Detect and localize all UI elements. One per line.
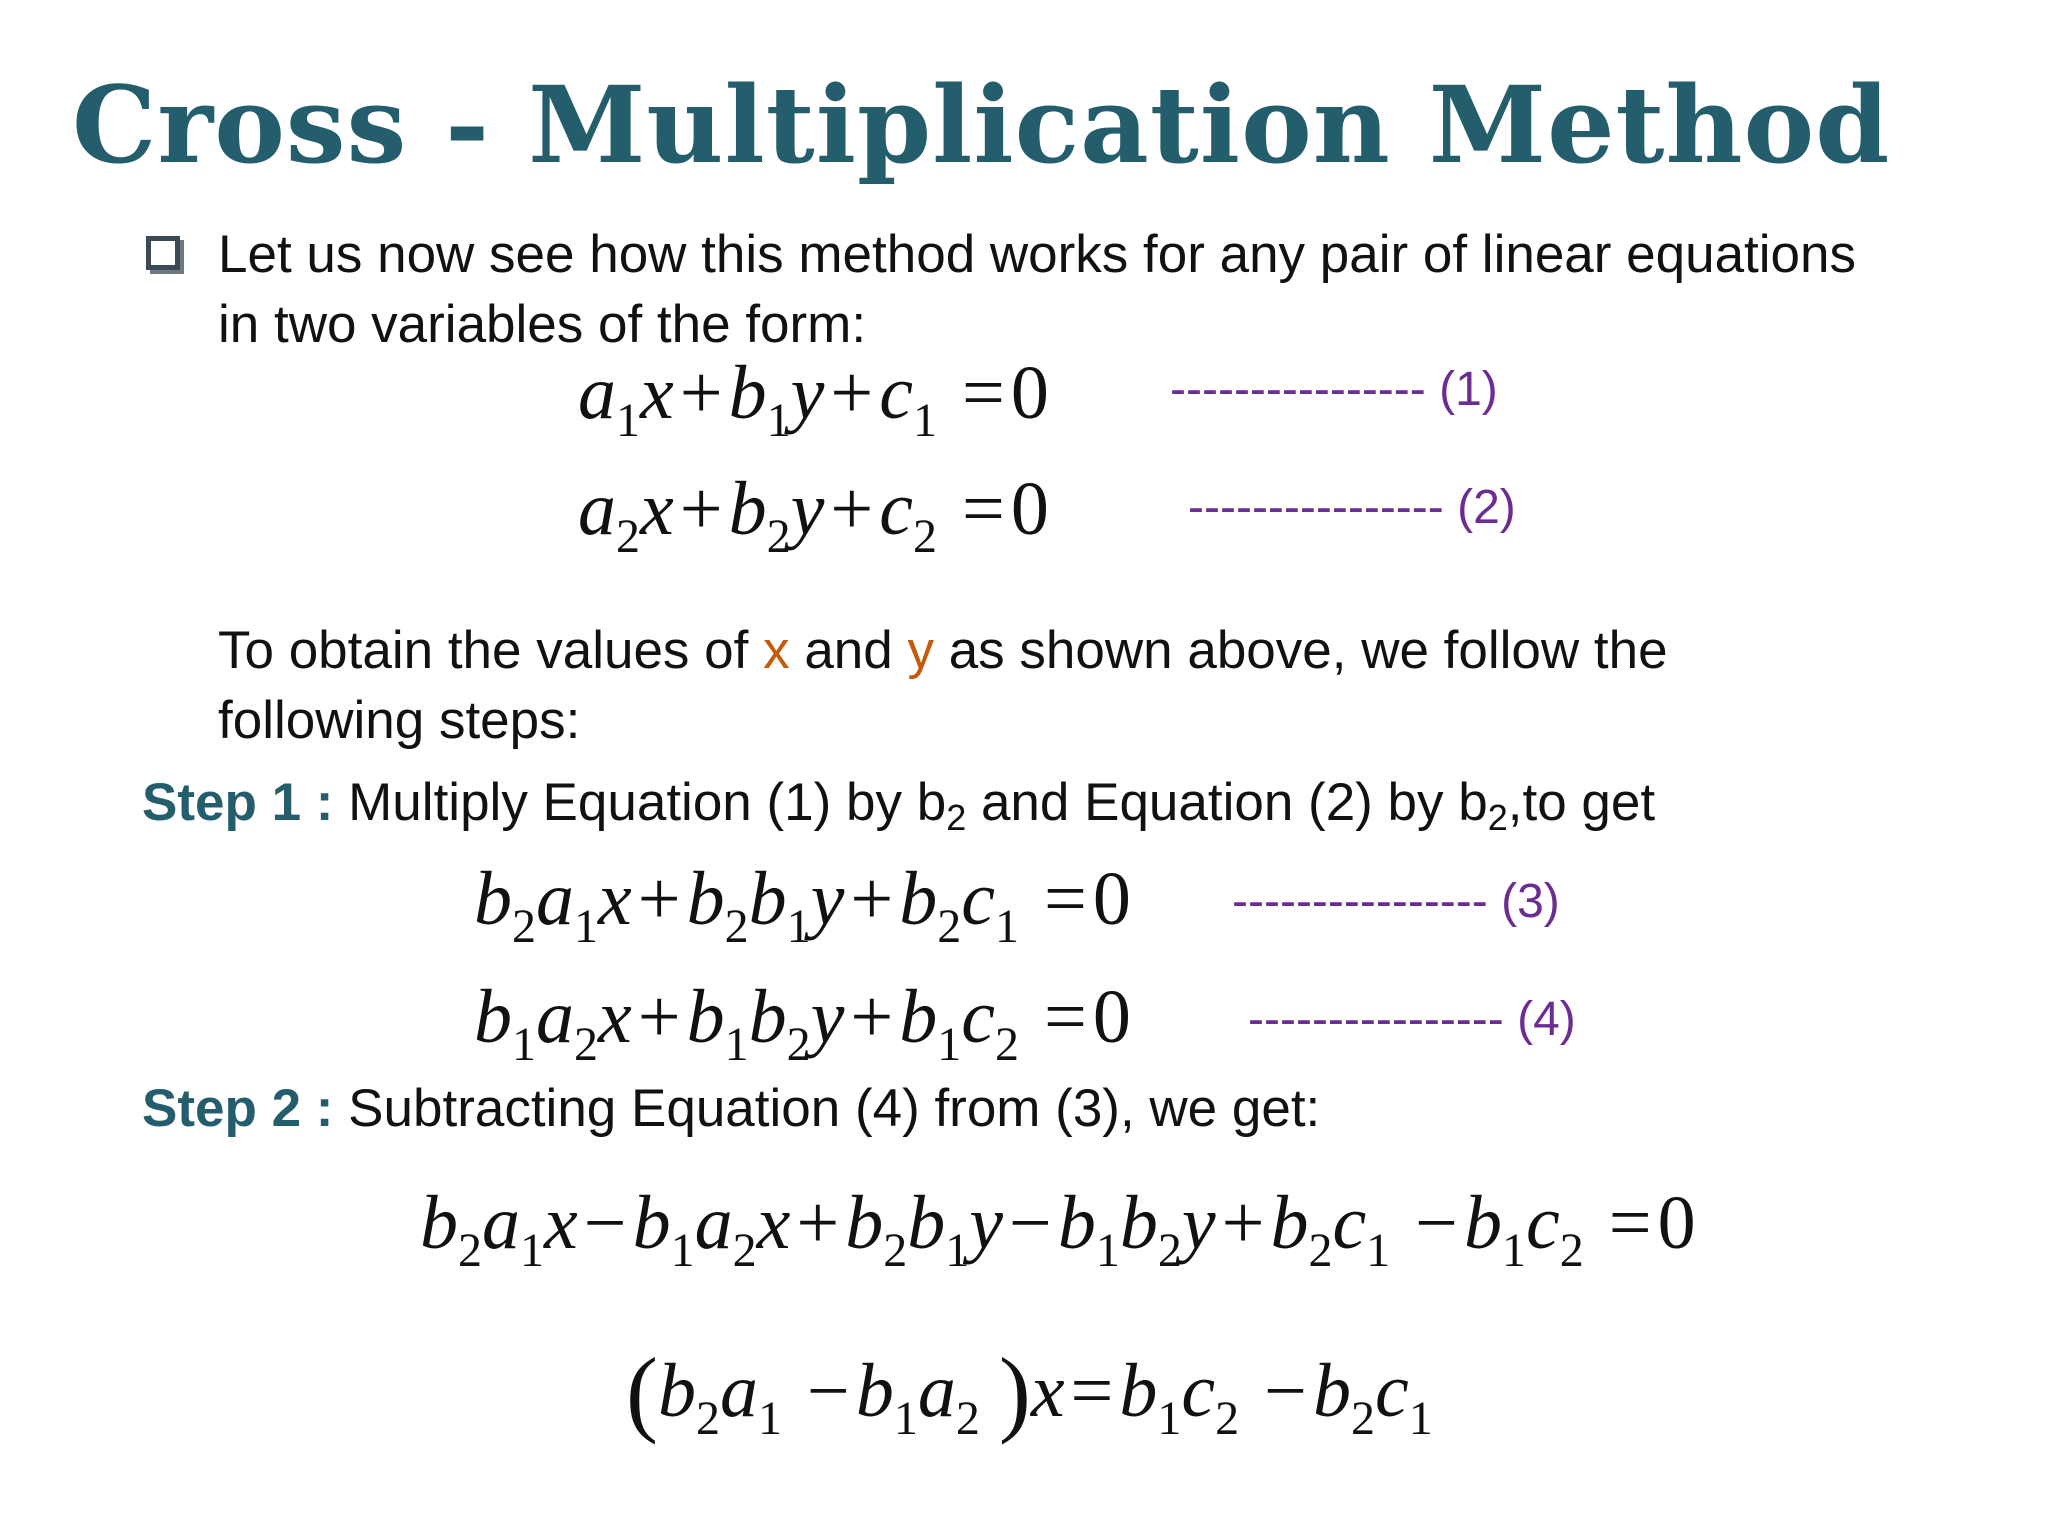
intro-paragraph [218,220,1856,360]
step-2-line [142,1074,1320,1144]
step-1-subscript-b: 2 [1487,797,1508,838]
variable-y: y [907,621,934,680]
equation-1-reference: ---------------- (1) [1170,363,1498,416]
obtain-line-2: following steps: [218,691,581,750]
step-2-text: Subtracting Equation (4) from (3), we get: [333,1079,1321,1138]
step-1-text-a: Multiply Equation (1) by b [333,773,947,832]
equation-4-reference: ---------------- (4) [1248,993,1576,1046]
step-1-line [142,768,1655,838]
obtain-paragraph [218,616,1668,756]
obtain-line-1 [218,616,1668,686]
intro-line-1: Let us now see how this method works for any pair of linear equations [218,225,1857,284]
step-1-subscript-a: 2 [946,797,967,838]
step-2-label: Step 2 : [142,1079,334,1138]
intro-line-2: in two variables of the form: [218,295,867,354]
slide-title: Cross - Multiplication Method [72,62,1891,187]
step-1-text-b: and Equation (2) by b [966,773,1488,832]
equation-subtracted: $b_2a_1x-b_1a_2x+b_2b_1y-b_1b_2y+b_2c_1 -b_1c_2 =0$ [420,1181,1696,1277]
equation-1: $a_1x+b_1y+c_1 =0$ [578,351,1049,447]
equation-3: $b_2a_1x+b_2b_1y+b_2c_1 =0$ [474,857,1131,953]
step-1-label: Step 1 : [142,773,334,832]
equation-2: $a_2x+b_2y+c_2 =0$ [578,467,1049,563]
obtain-text-pre: To obtain the values of [218,621,764,680]
equation-4: $b_1a_2x+b_1b_2y+b_1c_2 =0$ [474,975,1131,1071]
equation-3-reference: ---------------- (3) [1232,875,1560,928]
equation-factored: ($b_2a_1 -b_1a_2$ )$x=b_1c_2 -b_2c_1$ [626,1338,1433,1445]
step-1-text-c: ,to get [1507,773,1656,832]
obtain-text-and: and [789,621,908,680]
square-bullet-icon [146,236,180,270]
obtain-text-post: as shown above, we follow the [933,621,1668,680]
variable-x: x [763,621,790,680]
equation-2-reference: ---------------- (2) [1188,481,1516,534]
